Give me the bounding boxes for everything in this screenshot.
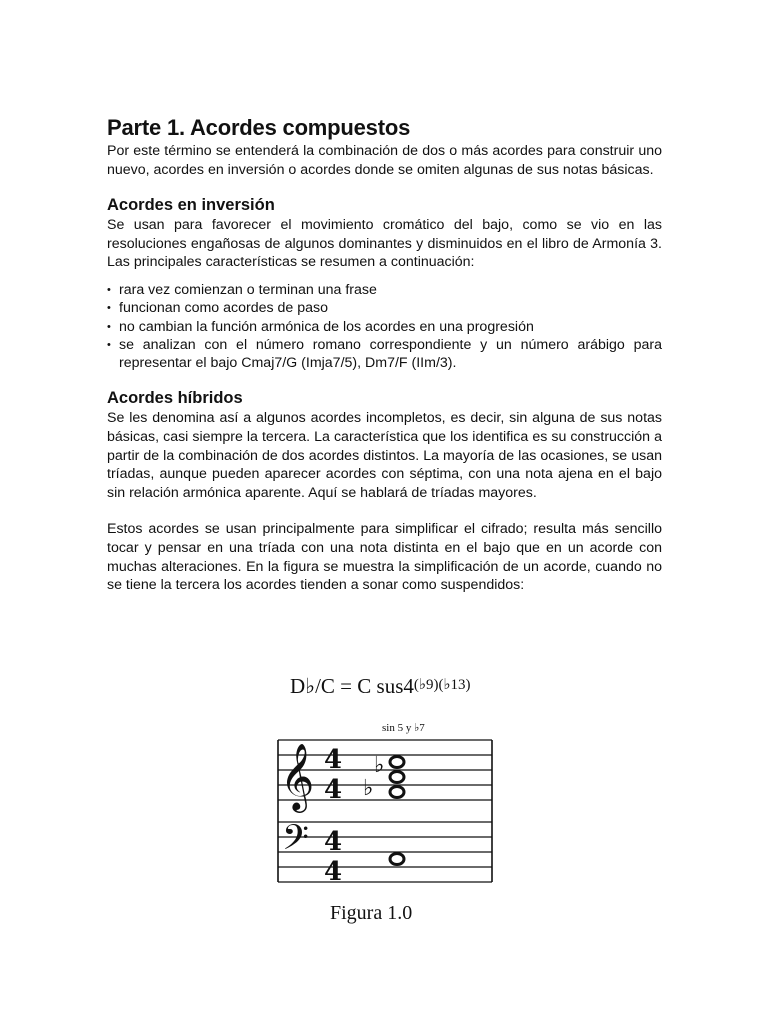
inversion-bullet-list — [107, 281, 662, 372]
treble-time-top: 4 — [324, 745, 343, 775]
hybrid-paragraph-1: Se les denomina así a algunos acordes incompletos, es decir, sin alguna de sus notas básicas, casi siempre la tercera. La característica que los identifica es su construcción a partir de la combinación de dos acordes distintos. La mayoría de las ocasiones, se usan tríadas, aunque pueden aparecer acordes con séptima, con una nota ajena en el bajo sin relación armónica aparente. Aquí se hablará de tríadas mayores. — [107, 410, 662, 501]
formula-right: C sus4 — [357, 674, 414, 698]
grand-staff — [260, 728, 510, 898]
treble-clef-icon: 𝄞 — [280, 742, 315, 810]
chord-formula — [290, 674, 471, 699]
music-figure — [260, 668, 510, 938]
section-title-hybrid: Acordes híbridos — [107, 389, 243, 408]
intro-paragraph: Por este término se entenderá la combinación de dos o más acordes para construir uno nuevo, acordes en inversión o acordes donde se omiten algunas de sus notas básicas. — [107, 143, 662, 178]
page-title: Parte 1. Acordes compuestos — [107, 115, 411, 140]
hybrid-paragraph-2: Estos acordes se usan principalmente para simplificar el cifrado; resulta más sencillo tocar y pensar en una tríada con una nota distinta en el bajo que en un acorde con muchas alteraciones. En la figura se muestra la simplificación de un acorde, cuando no se tiene la tercera los acordes tienden a sonar como suspendidos: — [107, 521, 662, 594]
flat-icon: ♭ — [363, 776, 374, 801]
formula-superscript: (♭9)(♭13) — [413, 677, 471, 693]
figure-caption: Figura 1.0 — [330, 902, 413, 924]
flat-icon: ♭ — [374, 753, 385, 778]
list-item: • se analizan con el número romano correspondiente y un número arábigo para representar el bajo Cmaj7/G (Imja7/5), Dm7/F (IIm/3). — [107, 336, 662, 373]
document-body — [107, 114, 662, 595]
treble-time-bottom: 4 — [324, 775, 343, 805]
treble-chord — [390, 757, 404, 798]
bass-time-bottom: 4 — [324, 857, 343, 887]
omission-note: sin 5 y ♭7 — [382, 722, 425, 734]
list-item: • funcionan como acordes de paso — [107, 299, 662, 317]
formula-left: D♭/C — [290, 674, 335, 698]
bass-staff-lines — [278, 822, 492, 882]
formula-equals: = — [340, 674, 353, 698]
section-title-inversion: Acordes en inversión — [107, 196, 275, 215]
list-item: • no cambian la función armónica de los acordes en una progresión — [107, 318, 662, 336]
bass-note — [390, 854, 404, 865]
inversion-paragraph: Se usan para favorecer el movimiento cromático del bajo, como se vio en las resoluciones engañosas de algunos dominantes y disminuidos en el libro de Armonía 3. Las principales características se resumen a continuación: — [107, 217, 662, 271]
bass-clef-icon: 𝄢 — [282, 817, 310, 866]
list-item: • rara vez comienzan o terminan una frase — [107, 281, 662, 299]
bass-time-top: 4 — [324, 827, 343, 857]
